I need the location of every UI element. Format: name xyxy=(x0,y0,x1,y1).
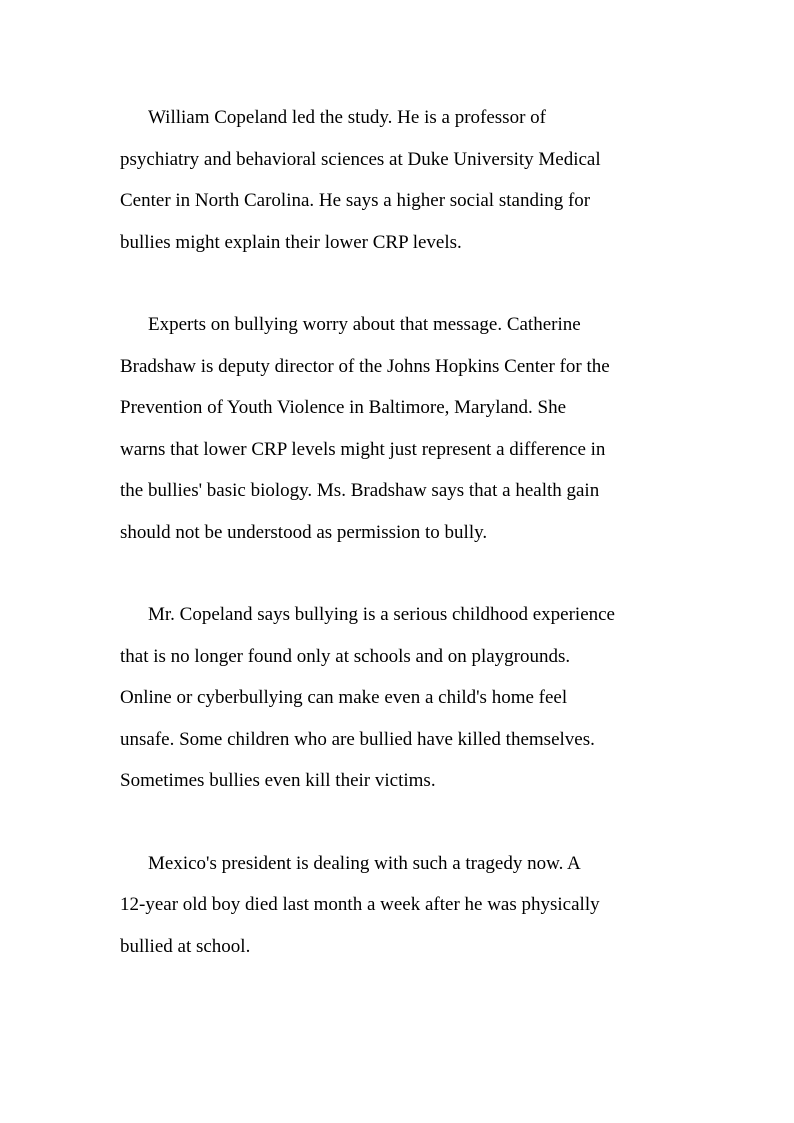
text-line: William Copeland led the study. He is a professor of xyxy=(148,107,546,128)
text-line: bullied at school. xyxy=(120,935,251,957)
text-line: Mr. Copeland says bullying is a serious childhood experience xyxy=(148,604,615,625)
text-line: unsafe. Some children who are bullied have killed themselves. xyxy=(120,728,595,750)
text-line: Experts on bullying worry about that message. Catherine xyxy=(148,314,581,335)
paragraph xyxy=(120,594,680,802)
paragraph xyxy=(120,304,680,553)
text-line: bullies might explain their lower CRP levels. xyxy=(120,231,462,253)
text-line: Center in North Carolina. He says a higher social standing for xyxy=(120,190,591,211)
text-line: the bullies' basic biology. Ms. Bradshaw says that a health gain xyxy=(120,480,600,501)
text-line: Prevention of Youth Violence in Baltimore, Maryland. She xyxy=(120,397,567,418)
text-line: psychiatry and behavioral sciences at Duke University Medical xyxy=(120,148,601,170)
paragraph xyxy=(120,97,680,263)
text-line: warns that lower CRP levels might just represent a difference in xyxy=(120,438,606,460)
text-line: Sometimes bullies even kill their victims. xyxy=(120,770,436,791)
text-line: Online or cyberbullying can make even a child's home feel xyxy=(120,687,568,708)
text-line: should not be understood as permission to bully. xyxy=(120,521,488,543)
paragraph xyxy=(120,843,680,968)
document-body xyxy=(120,97,680,1008)
text-line: 12-year old boy died last month a week after he was physically xyxy=(120,894,600,915)
text-line: that is no longer found only at schools and on playgrounds. xyxy=(120,645,571,667)
text-line: Bradshaw is deputy director of the Johns Hopkins Center for the xyxy=(120,355,610,377)
text-line: Mexico's president is dealing with such a tragedy now. A xyxy=(148,852,581,874)
